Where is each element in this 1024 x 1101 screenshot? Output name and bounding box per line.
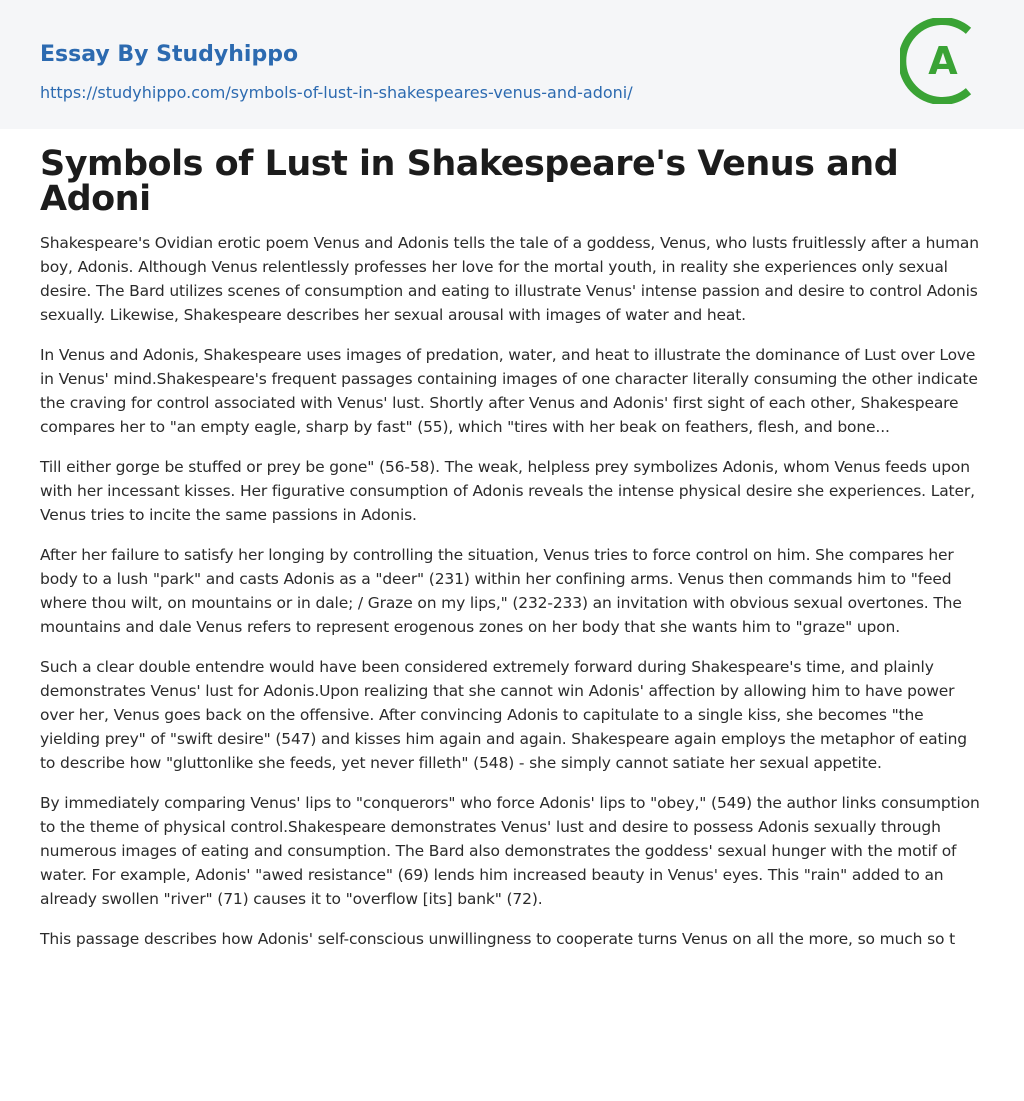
- essay-content: [0, 129, 1024, 951]
- logo-letter: A: [928, 39, 958, 83]
- source-url-link[interactable]: https://studyhippo.com/symbols-of-lust-in-shakespeares-venus-and-adoni/: [40, 83, 633, 102]
- brand-title: Essay By Studyhippo: [40, 42, 299, 67]
- essay-title: Symbols of Lust in Shakespeare's Venus and Adoni: [40, 144, 899, 219]
- site-header: [0, 0, 1024, 129]
- essay-paragraph: After her failure to satisfy her longing by controlling the situation, Venus tries to force control on him. She compares her body to a lush "park" and casts Adonis as a "deer" (231) within her confining arms. Venus then commands him to "feed where thou wilt, on mountains or in dale; / Graze on my lips," (232-233) an invitation with obvious sexual overtones. The mountains and dale Venus refers to represent erogenous zones on her body that she wants him to "graze" upon.: [40, 546, 962, 636]
- studyhippo-logo-icon[interactable]: [900, 18, 986, 104]
- essay-paragraph: Shakespeare's Ovidian erotic poem Venus and Adonis tells the tale of a goddess, Venus, who lusts fruitlessly after a human boy, Adonis. Although Venus relentlessly professes her love for the mortal youth, in reality she experiences only sexual desire. The Bard utilizes scenes of consumption and eating to illustrate Venus' intense passion and desire to control Adonis sexually. Likewise, Shakespeare describes her sexual arousal with images of water and heat.: [40, 234, 979, 324]
- essay-paragraph: Till either gorge be stuffed or prey be gone" (56-58). The weak, helpless prey symbolizes Adonis, whom Venus feeds upon with her incessant kisses. Her figurative consumption of Adonis reveals the intense physical desire she experiences. Later, Venus tries to incite the same passions in Adonis.: [40, 458, 975, 524]
- essay-paragraph: By immediately comparing Venus' lips to "conquerors" who force Adonis' lips to "obey," (549) the author links consumption to the theme of physical control.Shakespeare demonstrates Venus' lust and desire to possess Adonis sexually through numerous images of eating and consumption. The Bard also demonstrates the goddess' sexual hunger with the motif of water. For example, Adonis' "awed resistance" (69) lends him increased beauty in Venus' eyes. This "rain" added to an already swollen "river" (71) causes it to "overflow [its] bank" (72).: [40, 794, 980, 908]
- essay-paragraph: This passage describes how Adonis' self-conscious unwillingness to cooperate turns Venus on all the more, so much so t: [40, 930, 956, 948]
- essay-paragraph: Such a clear double entendre would have been considered extremely forward during Shakespeare's time, and plainly demonstrates Venus' lust for Adonis.Upon realizing that she cannot win Adonis' affection by allowing him to have power over her, Venus goes back on the offensive. After convincing Adonis to capitulate to a single kiss, she becomes "the yielding prey" of "swift desire" (547) and kisses him again and again. Shakespeare again employs the metaphor of eating to describe how "gluttonlike she feeds, yet never filleth" (548) - she simply cannot satiate her sexual appetite.: [40, 658, 967, 772]
- essay-paragraph: In Venus and Adonis, Shakespeare uses images of predation, water, and heat to illustrate the dominance of Lust over Love in Venus' mind.Shakespeare's frequent passages containing images of one character literally consuming the other indicate the craving for control associated with Venus' lust. Shortly after Venus and Adonis' first sight of each other, Shakespeare compares her to "an empty eagle, sharp by fast" (55), which "tires with her beak on feathers, flesh, and bone...: [40, 346, 978, 436]
